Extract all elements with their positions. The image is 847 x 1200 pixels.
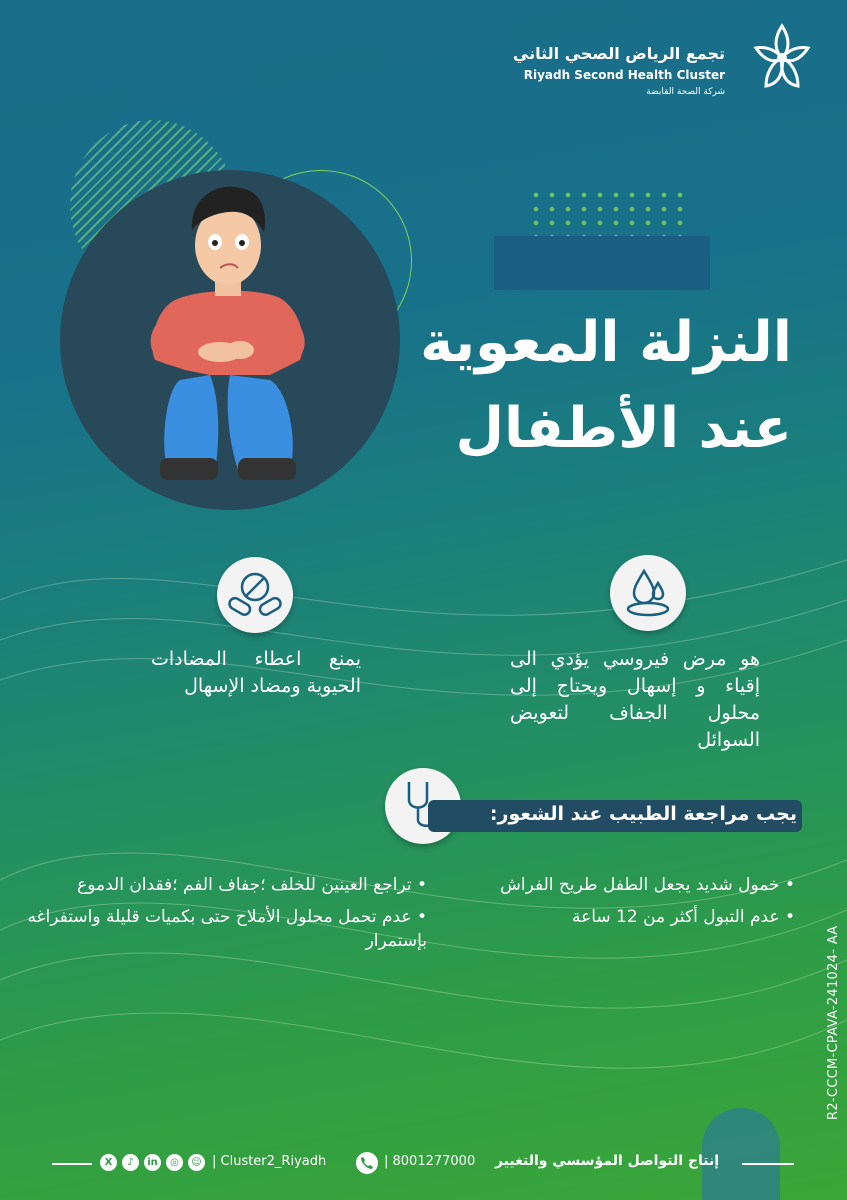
phone-icon	[356, 1152, 378, 1174]
doctor-heading: يجب مراجعة الطبيب عند الشعور:	[489, 803, 797, 825]
footer	[0, 1150, 847, 1176]
tiktok-icon[interactable]: ♪	[122, 1154, 139, 1171]
decorative-rectangle	[494, 236, 710, 290]
symptom-bullet: • خمول شديد يجعل الطفل طريح الفراش	[500, 875, 795, 895]
instagram-icon[interactable]: ◎	[166, 1154, 183, 1171]
title-line-1: النزلة المعوية	[420, 310, 792, 375]
footer-line-right	[742, 1163, 794, 1165]
x-icon[interactable]: X	[100, 1154, 117, 1171]
symptom-bullet: • تراجع العينين للخلف ؛جفاف الفم ؛فقدان الدموع	[77, 875, 427, 895]
page-title	[420, 300, 792, 472]
footer-phone: | 8001277000	[384, 1154, 476, 1169]
sick-child-illustration	[60, 170, 400, 510]
org-subtitle-arabic: شركة الصحة القابضة	[646, 87, 725, 97]
symptom-bullet: • عدم التبول أكثر من 12 ساعة	[571, 907, 795, 927]
footer-department: إنتاج التواصل المؤسسي والتغيير	[495, 1153, 720, 1169]
footer-handle: | Cluster2_Riyadh	[212, 1154, 327, 1169]
snapchat-icon[interactable]: ☺	[188, 1154, 205, 1171]
symptom-bullet: • عدم تحمل محلول الأملاح حتى بكميات قليلة واستفراغه بإستمرار	[27, 907, 427, 951]
antibiotics-warning: يمنع اعطاء المضادات الحيوية ومضاد الإسهال	[151, 648, 361, 697]
linkedin-icon[interactable]: in	[144, 1154, 161, 1171]
org-name-english: Riyadh Second Health Cluster	[523, 68, 725, 82]
water-drop-icon	[610, 555, 686, 631]
pills-forbidden-icon	[217, 557, 293, 633]
document-code: R2-CCCM-CPAVA-241024- AA	[826, 925, 841, 1120]
cluster-logo-icon	[748, 20, 816, 98]
footer-line-left	[52, 1163, 92, 1165]
disease-description: هو مرض فيروسي يؤدي الى إقياء و إسهال ويحتاج إلى محلول الجفاف لتعويض السوائل	[510, 648, 760, 751]
illustration-circle	[60, 170, 400, 510]
title-line-2: عند الأطفال	[455, 396, 792, 461]
org-name-arabic: تجمع الرياض الصحي الثاني	[512, 44, 725, 63]
